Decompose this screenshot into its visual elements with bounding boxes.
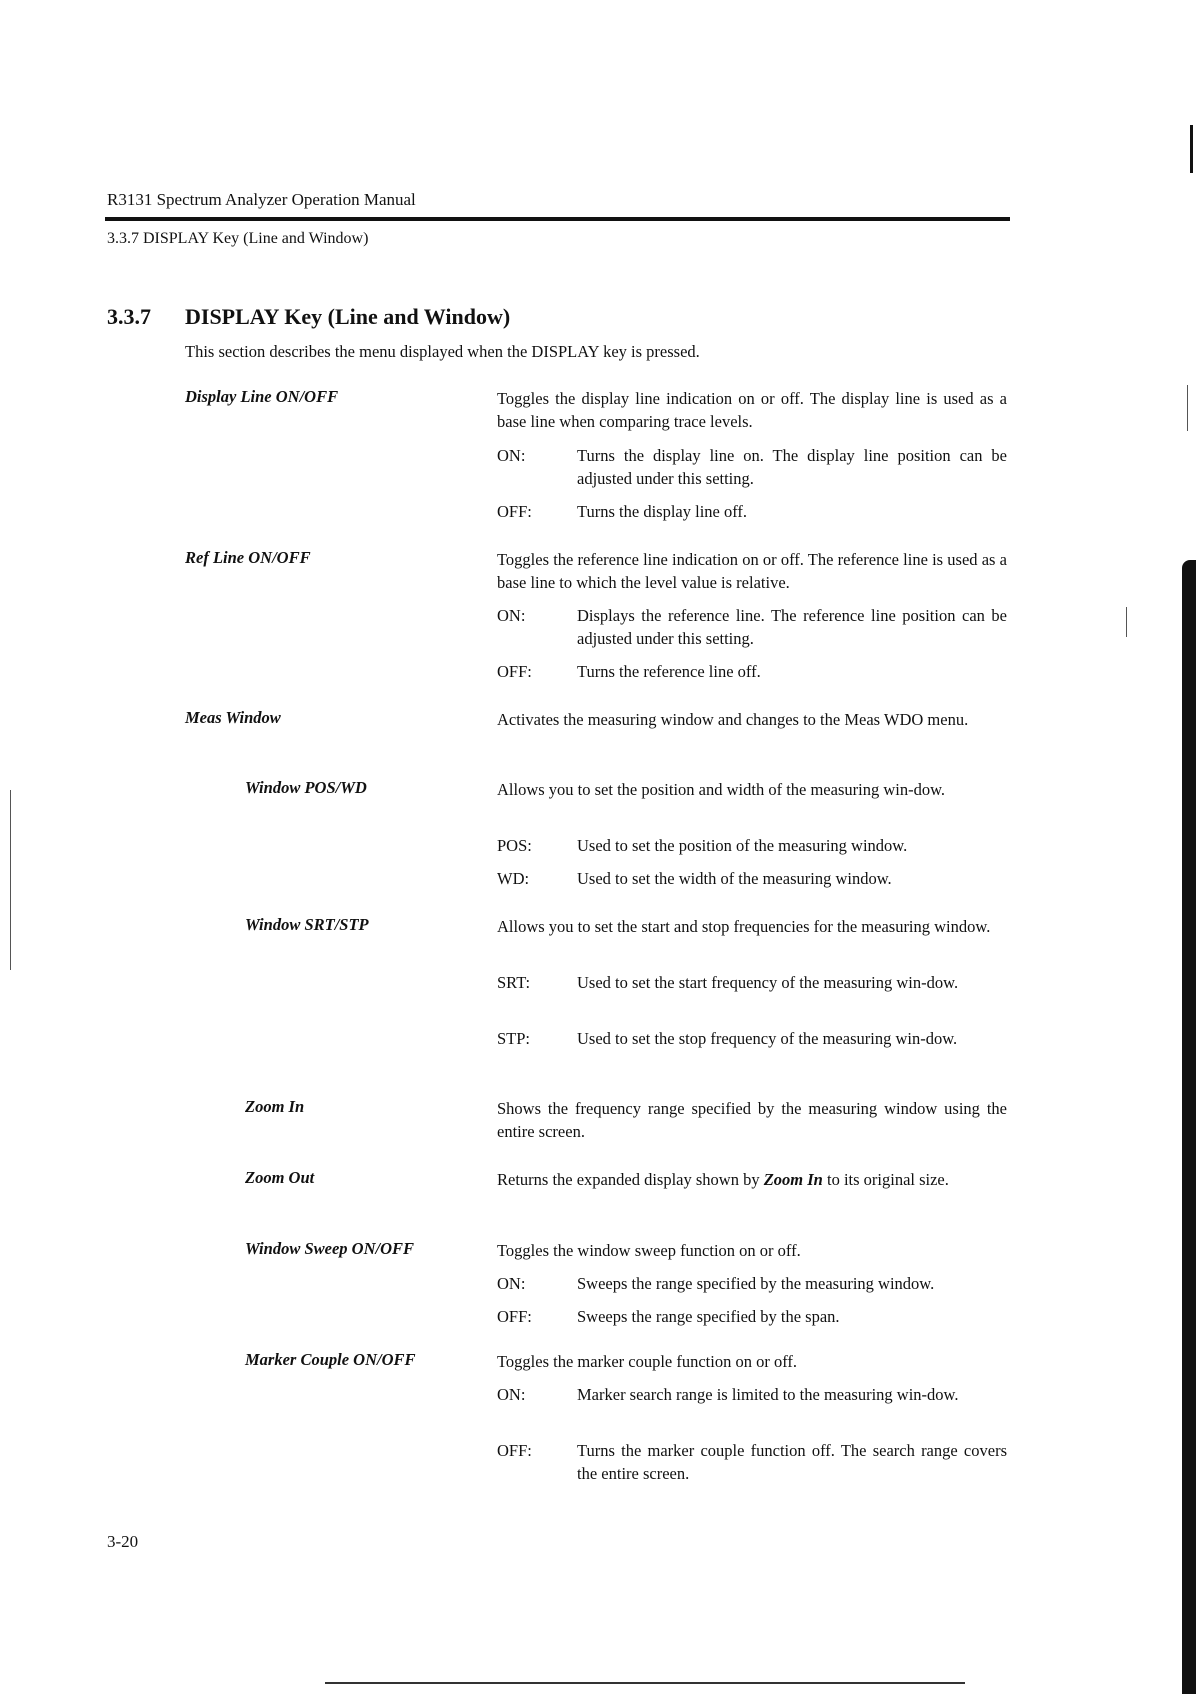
- option-key: OFF:: [497, 502, 532, 521]
- page-number: 3-20: [107, 1532, 139, 1551]
- option-key: SRT:: [497, 973, 531, 992]
- menu-term-window-srt-stp: Window SRT/STP: [245, 915, 369, 934]
- scan-speck: [1187, 385, 1188, 431]
- option-key: OFF:: [497, 662, 532, 681]
- section-intro: This section describes the menu displayed when the DISPLAY key is pressed.: [185, 342, 700, 361]
- desc-emphasis: Zoom In: [763, 1170, 823, 1189]
- option-text: Used to set the position of the measuring window.: [577, 836, 908, 855]
- desc-text: to its original size.: [822, 1170, 949, 1189]
- menu-term-meas-window: Meas Window: [185, 708, 281, 727]
- menu-desc-zoom-out: [497, 1168, 1007, 1191]
- menu-desc-marker-couple: Toggles the marker couple function on or off.: [497, 1352, 798, 1371]
- scan-edge-shadow: [1182, 560, 1196, 1694]
- option-text: Marker search range is limited to the measuring win-dow.: [577, 1385, 959, 1404]
- scan-speck: [1126, 607, 1127, 637]
- option-key: OFF:: [497, 1307, 532, 1326]
- menu-desc-zoom-in: Shows the frequency range specified by the measuring window using the entire screen.: [497, 1099, 1007, 1141]
- menu-desc-ref-line: Toggles the reference line indication on or off. The reference line is used as a base line to which the level value is relative.: [497, 550, 1007, 592]
- option-text: Used to set the start frequency of the measuring win-dow.: [577, 973, 959, 992]
- menu-desc-display-line: Toggles the display line indication on or off. The display line is used as a base line when comparing trace levels.: [497, 389, 1007, 431]
- option-text: Sweeps the range specified by the span.: [577, 1307, 840, 1326]
- menu-term-window-sweep: Window Sweep ON/OFF: [245, 1239, 414, 1258]
- option-text: Turns the display line off.: [577, 502, 748, 521]
- menu-desc-window-pos-wd: Allows you to set the position and width of the measuring win-dow.: [497, 780, 946, 799]
- option-text: Used to set the stop frequency of the measuring win-dow.: [577, 1029, 958, 1048]
- menu-term-zoom-in: Zoom In: [245, 1097, 305, 1116]
- option-text: Used to set the width of the measuring window.: [577, 869, 892, 888]
- option-key: ON:: [497, 1274, 526, 1293]
- option-key: ON:: [497, 446, 526, 465]
- option-key: ON:: [497, 1385, 526, 1404]
- scan-edge-mark: [1190, 125, 1193, 173]
- menu-term-window-pos-wd: Window POS/WD: [245, 778, 367, 797]
- menu-term-marker-couple: Marker Couple ON/OFF: [245, 1350, 416, 1369]
- option-text: Turns the display line on. The display line position can be adjusted under this setting.: [577, 446, 1007, 488]
- running-header-title: R3131 Spectrum Analyzer Operation Manual: [107, 190, 416, 209]
- menu-term-ref-line: Ref Line ON/OFF: [185, 548, 311, 567]
- option-key: OFF:: [497, 1441, 532, 1460]
- desc-text: Returns the expanded display shown by: [497, 1170, 764, 1189]
- section-number: 3.3.7: [107, 304, 151, 329]
- header-rule: [105, 217, 1010, 221]
- section-title: DISPLAY Key (Line and Window): [185, 304, 511, 329]
- option-text: Displays the reference line. The reference line position can be adjusted under this setting.: [577, 606, 1007, 648]
- option-text: Sweeps the range specified by the measuring window.: [577, 1274, 935, 1293]
- scan-bottom-line: [325, 1682, 965, 1684]
- menu-desc-meas-window: Activates the measuring window and changes to the Meas WDO menu.: [497, 710, 969, 729]
- menu-desc-window-srt-stp: Allows you to set the start and stop frequencies for the measuring window.: [497, 917, 991, 936]
- menu-desc-window-sweep: Toggles the window sweep function on or off.: [497, 1241, 801, 1260]
- option-text: Turns the marker couple function off. The search range covers the entire screen.: [577, 1441, 1007, 1483]
- menu-term-display-line: Display Line ON/OFF: [185, 387, 339, 406]
- option-key: ON:: [497, 606, 526, 625]
- option-key: WD:: [497, 869, 530, 888]
- running-header-subtitle: 3.3.7 DISPLAY Key (Line and Window): [107, 230, 369, 247]
- scan-speck: [10, 790, 11, 970]
- option-key: STP:: [497, 1029, 531, 1048]
- option-key: POS:: [497, 836, 532, 855]
- option-text: Turns the reference line off.: [577, 662, 761, 681]
- menu-term-zoom-out: Zoom Out: [245, 1168, 315, 1187]
